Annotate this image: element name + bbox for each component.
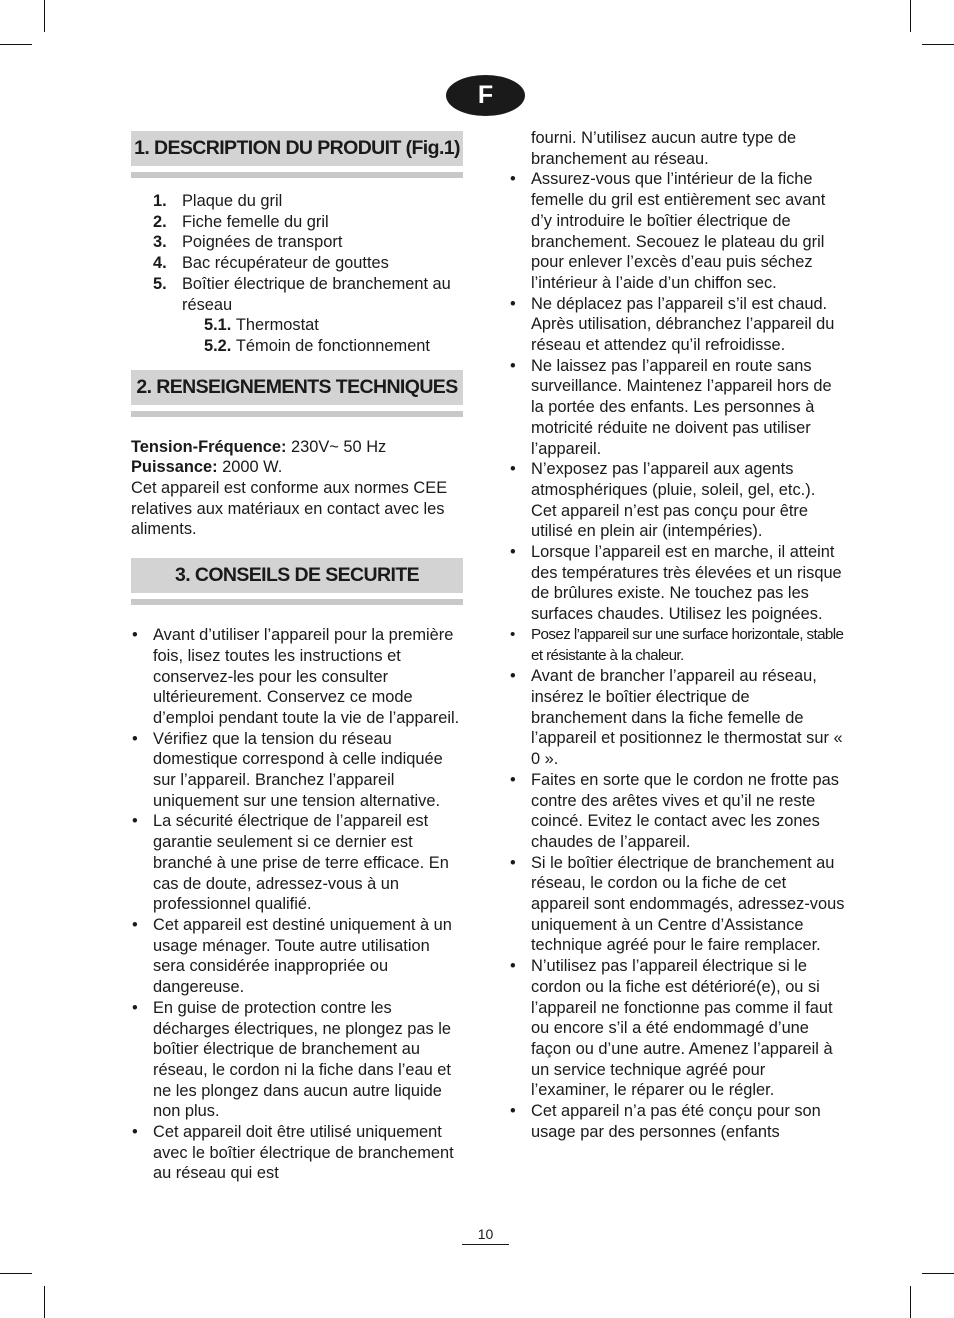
list-item: • Ne déplacez pas l’appareil s’il est chaud. Après utilisation, débranchez l’appareil du réseau et attendez qu’il refroidisse. bbox=[509, 294, 845, 356]
list-item bbox=[153, 253, 463, 274]
voltage-label: Tension-Fréquence: bbox=[131, 437, 287, 456]
item-number: 3. bbox=[153, 233, 167, 252]
list-item: • Avant d’utiliser l’appareil pour la première fois, lisez toutes les instructions et conservez-les pour les consulter ultérieurement. Conservez ce mode d’emploi pendant toute la vie de l’appareil. bbox=[131, 625, 463, 729]
item-label: Témoin de fonctionnement bbox=[235, 336, 430, 355]
list-item bbox=[153, 274, 463, 315]
list-item: • Faites en sorte que le cordon ne frotte pas contre des arêtes vives et qu’il ne reste coincé. Evitez le contact avec les zones chaudes de l’appareil. bbox=[509, 770, 845, 853]
list-item: • Ne laissez pas l’appareil en route sans surveillance. Maintenez l’appareil hors de la portée des enfants. Les personnes à motricité réduite ne doivent pas utiliser l’appareil. bbox=[509, 356, 845, 460]
left-column bbox=[131, 131, 463, 1184]
section-title-description: 1. DESCRIPTION DU PRODUIT (Fig.1) bbox=[131, 131, 463, 166]
section-title-safety: 3. CONSEILS DE SECURITE bbox=[131, 558, 463, 593]
crop-mark bbox=[910, 1286, 911, 1318]
list-item: • En guise de protection contre les décharges électriques, ne plongez pas le boîtier électrique de branchement au réseau, le cordon ni la fiche dans l’eau et ne les plongez dans aucun autre liquide non plus. bbox=[131, 998, 463, 1122]
power-line bbox=[131, 457, 463, 478]
crop-mark bbox=[44, 0, 45, 32]
item-number: 5. bbox=[153, 274, 167, 293]
voltage-line bbox=[131, 437, 463, 458]
list-item: • Si le boîtier électrique de branchement au réseau, le cordon ou la fiche de cet appareil sont endommagés, adressez-vous uniquement à un Centre d’Assistance technique agréé pour le faire remplacer. bbox=[509, 853, 845, 957]
power-label: Puissance: bbox=[131, 458, 218, 477]
list-item: • Avant de brancher l’appareil au réseau, insérez le boîtier électrique de branchement dans la fiche femelle de l’appareil et positionnez le thermostat sur « 0 ». bbox=[509, 666, 845, 770]
crop-mark bbox=[922, 44, 954, 45]
list-item: • N’utilisez pas l’appareil électrique si le cordon ou la fiche est détérioré(e), ou si l’appareil ne fonctionne pas comme il faut ou encore s’il a été endommagé d’une façon ou d’une autre. Amenez l’appareil à un service technique agréé pour l’examiner, le réparer ou le régler. bbox=[509, 956, 845, 1101]
list-item-continuation: fourni. N’utilisez aucun autre type de branchement au réseau. bbox=[531, 129, 797, 168]
list-item: • Lorsque l’appareil est en marche, il atteint des températures très élevées et un risque de brûlures existe. Ne touchez pas les surfaces chaudes. Utilisez les poignées. bbox=[509, 542, 845, 625]
crop-mark bbox=[910, 0, 911, 32]
list-item: • Vérifiez que la tension du réseau domestique correspond à celle indiquée sur l’appareil. Branchez l’appareil uniquement sur une tension alternative. bbox=[131, 729, 463, 812]
crop-mark bbox=[922, 1273, 954, 1274]
voltage-value: 230V~ 50 Hz bbox=[291, 437, 387, 456]
item-number: 4. bbox=[153, 254, 167, 273]
crop-mark bbox=[0, 1273, 32, 1274]
technical-specs bbox=[131, 437, 463, 541]
item-label: Plaque du gril bbox=[182, 192, 283, 210]
crop-mark bbox=[44, 1286, 45, 1318]
compliance-text: Cet appareil est conforme aux normes CEE relatives aux matériaux en contact avec les aliments. bbox=[131, 479, 448, 539]
item-number: 5.1. bbox=[204, 316, 232, 335]
item-label: Thermostat bbox=[235, 316, 319, 335]
item-label: Bac récupérateur de gouttes bbox=[182, 254, 389, 273]
section-divider bbox=[131, 599, 463, 605]
right-column bbox=[509, 128, 845, 1142]
list-item: • La sécurité électrique de l’appareil est garantie seulement si ce dernier est branché à une prise de terre efficace. En cas de doute, adressez-vous à un professionnel qualifié. bbox=[131, 811, 463, 915]
list-item: • N’exposez pas l’appareil aux agents atmosphériques (pluie, soleil, gel, etc.). Cet appareil n’est pas conçu pour être utilisé en plein air (intempéries). bbox=[509, 459, 845, 542]
item-number: 5.2. bbox=[204, 336, 232, 355]
list-item: • Cet appareil est destiné uniquement à un usage ménager. Toute autre utilisation sera considérée inappropriée ou dangereuse. bbox=[131, 915, 463, 998]
list-item: • Cet appareil doit être utilisé uniquement avec le boîtier électrique de branchement au réseau qui est bbox=[131, 1122, 463, 1184]
list-item bbox=[153, 232, 463, 253]
section-divider bbox=[131, 172, 463, 178]
item-label: Poignées de transport bbox=[182, 233, 343, 252]
sub-list-item bbox=[153, 336, 463, 357]
sub-list-item bbox=[153, 315, 463, 336]
list-item: • Posez l’appareil sur une surface horizontale, stable et résistante à la chaleur. bbox=[509, 625, 845, 666]
list-item: • Cet appareil n’a pas été conçu pour son usage par des personnes (enfants bbox=[509, 1101, 845, 1142]
parts-list bbox=[131, 191, 463, 357]
list-item bbox=[153, 191, 463, 212]
page-number: 10 bbox=[462, 1226, 509, 1245]
list-item: • Assurez-vous que l’intérieur de la fiche femelle du gril est entièrement sec avant d’y introduire le boîtier électrique de branchement. Secouez le plateau du gril pour enlever l’excès d’eau puis séchez l’intérieur à l’aide d’un chiffon sec. bbox=[509, 169, 845, 293]
safety-list-left bbox=[131, 625, 463, 1184]
power-value: 2000 W. bbox=[222, 458, 283, 477]
item-label: Fiche femelle du gril bbox=[182, 212, 329, 231]
section-divider bbox=[131, 411, 463, 417]
item-number: 1. bbox=[153, 192, 167, 210]
item-number: 2. bbox=[153, 212, 167, 231]
item-label: Boîtier électrique de branchement au réseau bbox=[182, 274, 451, 314]
list-item bbox=[153, 212, 463, 233]
language-badge: F bbox=[446, 75, 525, 116]
crop-mark bbox=[0, 44, 32, 45]
safety-list-right bbox=[509, 128, 845, 1142]
section-title-technical: 2. RENSEIGNEMENTS TECHNIQUES bbox=[131, 370, 463, 405]
